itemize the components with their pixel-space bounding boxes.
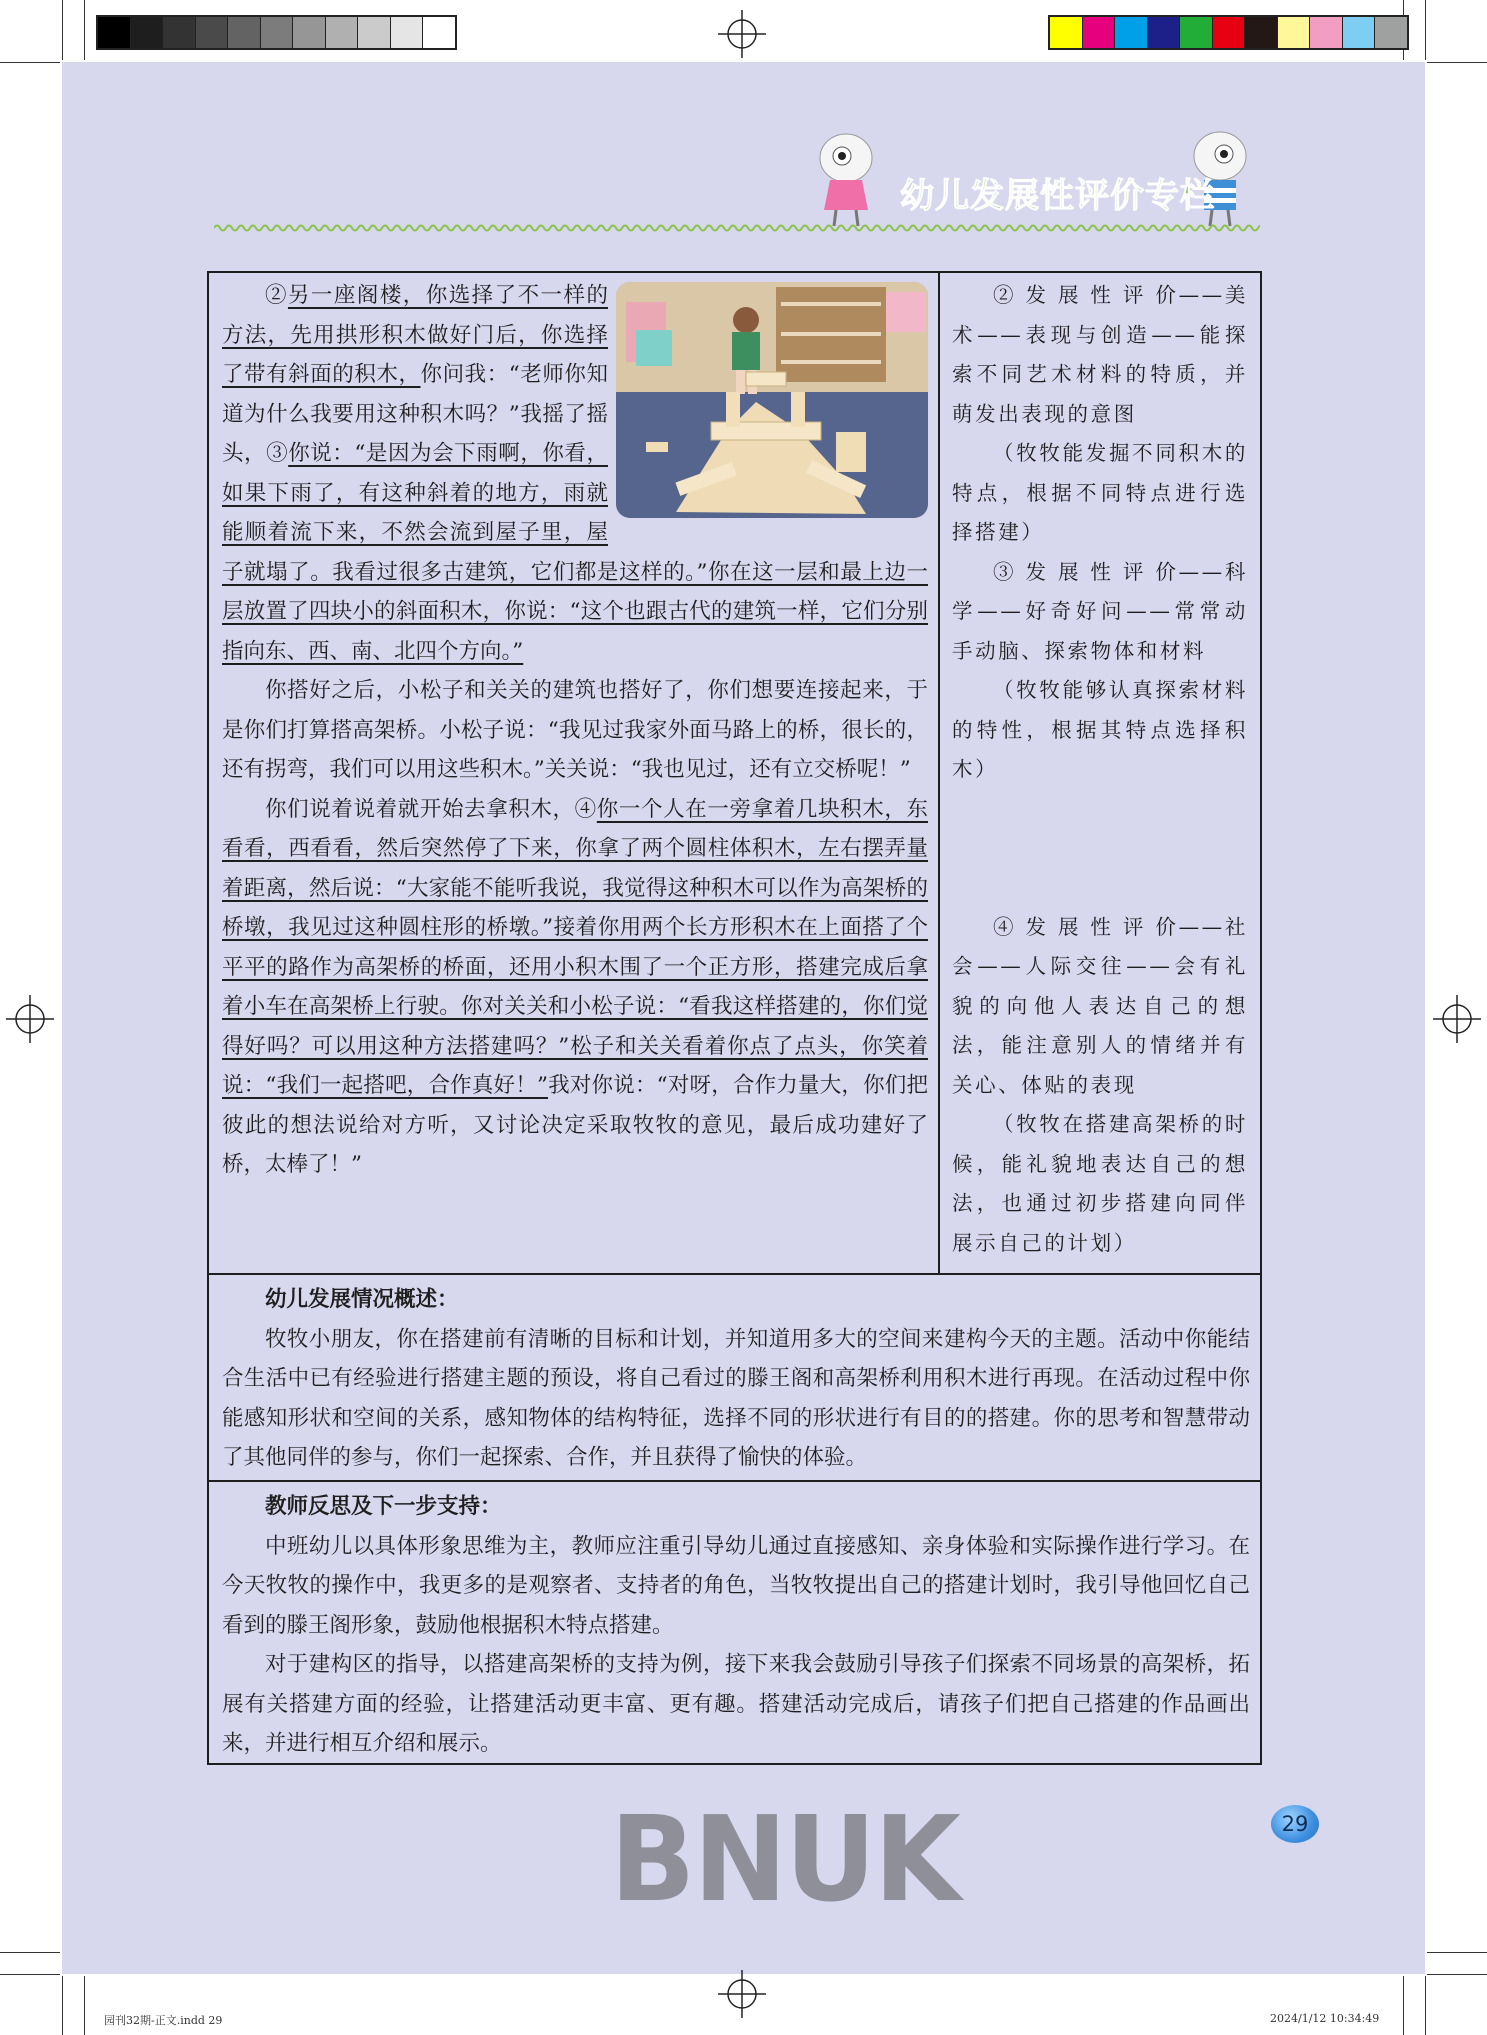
watermark: BNUK bbox=[610, 1791, 959, 1929]
crop-mark bbox=[1427, 1974, 1487, 1975]
teacher-reflection bbox=[222, 1487, 1250, 1764]
page-number: 29 bbox=[1271, 1805, 1319, 1843]
story-p3-underlined: 你一个人在一旁拿着几块积木，东看看，西看看，然后突然停了下来，你拿了两个圆柱体积木，左右摆弄量着距离，然后说：“大家能不能听我说，我觉得这种积木可以作为高架桥的桥墩，我见过这种圆柱形的桥墩。”接着你用两个长方形积木在上面搭了个平平的路作为高架桥的桥面，还用小积木围了一个正方形，搭建完成后拿着小车在高架桥上行驶。你对关关和小松子说：“看我这样搭建的，你们觉得好吗？可以用这种方法搭建吗？”松子和关关看着你点了点头，你笑着说：“我们一起搭吧，合作真好！” bbox=[222, 796, 928, 1098]
crop-mark bbox=[0, 1974, 60, 1975]
evaluation-2-note: （牧牧能发掘不同积木的特点，根据不同特点进行选择搭建） bbox=[952, 441, 1248, 544]
color-swatch bbox=[1310, 17, 1343, 48]
mascot-girl-icon bbox=[820, 134, 872, 226]
grayscale-calibration-bar bbox=[96, 15, 457, 50]
crop-mark bbox=[1427, 62, 1487, 63]
crop-mark bbox=[0, 62, 60, 63]
child-building-blocks-photo bbox=[616, 282, 928, 518]
decorative-wavy-line bbox=[214, 222, 1260, 234]
development-summary bbox=[222, 1280, 1250, 1478]
story-column bbox=[222, 276, 928, 1185]
story-p1-underlined-2: 你说：“是因为会下雨啊，你看，如果下雨了，有这种斜着的地方，雨就能顺着流下来，不然会流到屋子里，屋子就塌了。我看过很多古建筑，它们都是这样的。”你在这一层和最上边一层放置了四块小的斜面积木，你说：“这个也跟古代的建筑一样，它们分别指向东、西、南、北四个方向。” bbox=[222, 441, 928, 664]
crop-mark bbox=[62, 1976, 63, 2035]
row-divider bbox=[207, 1480, 1262, 1482]
color-swatch bbox=[1375, 17, 1407, 48]
registration-mark-icon bbox=[718, 10, 766, 58]
color-calibration-bar bbox=[1048, 15, 1409, 50]
story-p1-text-1: 你问我：“老师你知道为什么我要用这种积木吗？”我摇了摇头，③ bbox=[222, 362, 608, 466]
color-swatch bbox=[1343, 17, 1376, 48]
evaluation-3: ③ 发 展 性 评 价——科学——好奇好问——常常动手动脑、探索物体和材料 bbox=[952, 559, 1248, 663]
color-swatch bbox=[1245, 17, 1278, 48]
story-p1-underlined-1: 另一座阁楼，你选择了不一样的方法，先用拱形积木做好门后，你选择了带有斜面的积木， bbox=[222, 283, 608, 387]
reflection-title: 教师反思及下一步支持： bbox=[265, 1494, 502, 1519]
evaluation-column bbox=[952, 276, 1248, 1263]
crop-mark bbox=[84, 1976, 85, 2035]
marker-2: ② bbox=[265, 283, 288, 308]
column-title: 幼儿发展性评价专栏 bbox=[900, 176, 1215, 216]
registration-mark-icon bbox=[718, 1970, 766, 2018]
row-divider bbox=[207, 1273, 1262, 1275]
crop-mark bbox=[1425, 0, 1426, 60]
story-p3-text-1: 你们说着说着就开始去拿积木，④ bbox=[265, 796, 597, 822]
reflection-paragraph-1: 中班幼儿以具体形象思维为主，教师应注重引导幼儿通过直接感知、亲身体验和实际操作进行学习。在今天牧牧的操作中，我更多的是观察者、支持者的角色，当牧牧提出自己的搭建计划时，我引导他回忆自己看到的滕王阁形象，鼓励他根据积木特点搭建。 bbox=[222, 1533, 1250, 1638]
summary-body: 牧牧小朋友，你在搭建前有清晰的目标和计划，并知道用多大的空间来建构今天的主题。活动中你能结合生活中已有经验进行搭建主题的预设，将自己看过的滕王阁和高架桥利用积木进行再现。在活动过程中你能感知形状和空间的关系，感知物体的结构特征，选择不同的形状进行有目的的搭建。你的思考和智慧带动了其他同伴的参与，你们一起探索、合作，并且获得了愉快的体验。 bbox=[222, 1326, 1250, 1470]
reflection-paragraph-2: 对于建构区的指导，以搭建高架桥的支持为例，接下来我会鼓励引导孩子们探索不同场景的高架桥，拓展有关搭建方面的经验，让搭建活动更丰富、更有趣。搭建活动完成后，请孩子们把自己搭建的作品画出来，并进行相互介绍和展示。 bbox=[222, 1652, 1250, 1756]
story-p3-text-2: 我对你说：“对呀，合作力量大，你们把彼此的想法说给对方听，又讨论决定采取牧牧的意见，最后成功建好了桥，太棒了！” bbox=[222, 1073, 928, 1177]
crop-mark bbox=[62, 0, 63, 60]
color-swatch bbox=[1083, 17, 1116, 48]
evaluation-2: ② 发 展 性 评 价——美术——表现与创造——能探索不同艺术材料的特质，并萌发出表现的意图 bbox=[952, 283, 1248, 426]
evaluation-3-note: （牧牧能够认真探索材料的特性，根据其特点选择积木） bbox=[952, 678, 1248, 781]
color-swatch bbox=[1180, 17, 1213, 48]
crop-mark bbox=[0, 1952, 60, 1953]
color-swatch bbox=[1115, 17, 1148, 48]
color-swatch bbox=[1213, 17, 1246, 48]
color-swatch bbox=[1148, 17, 1181, 48]
registration-mark-icon bbox=[6, 995, 54, 1043]
crop-mark bbox=[1427, 1952, 1487, 1953]
color-swatch bbox=[1278, 17, 1311, 48]
column-divider bbox=[938, 271, 940, 1275]
evaluation-4: ④ 发 展 性 评 价——社会——人际交往——会有礼貌的向他人表达自己的想法，能注意别人的情绪并有关心、体贴的表现 bbox=[952, 914, 1248, 1097]
footer-timestamp: 2024/1/12 10:34:49 bbox=[1270, 2012, 1380, 2025]
registration-mark-icon bbox=[1433, 995, 1481, 1043]
footer-filename: 园刊32期-正文.indd 29 bbox=[104, 2014, 223, 2027]
color-swatch bbox=[1050, 17, 1083, 48]
evaluation-4-note: （牧牧在搭建高架桥的时候，能礼貌地表达自己的想法，也通过初步搭建向同伴展示自己的计划） bbox=[952, 1112, 1248, 1255]
crop-mark bbox=[1425, 1976, 1426, 2035]
crop-mark bbox=[1403, 1976, 1404, 2035]
summary-title: 幼儿发展情况概述： bbox=[265, 1287, 459, 1312]
story-paragraph-2: 你搭好之后，小松子和关关的建筑也搭好了，你们想要连接起来，于是你们打算搭高架桥。小松子说：“我见过我家外面马路上的桥，很长的，还有拐弯，我们可以用这些积木。”关关说：“我也见过，还有立交桥呢！” bbox=[222, 678, 928, 782]
crop-mark bbox=[84, 0, 85, 60]
